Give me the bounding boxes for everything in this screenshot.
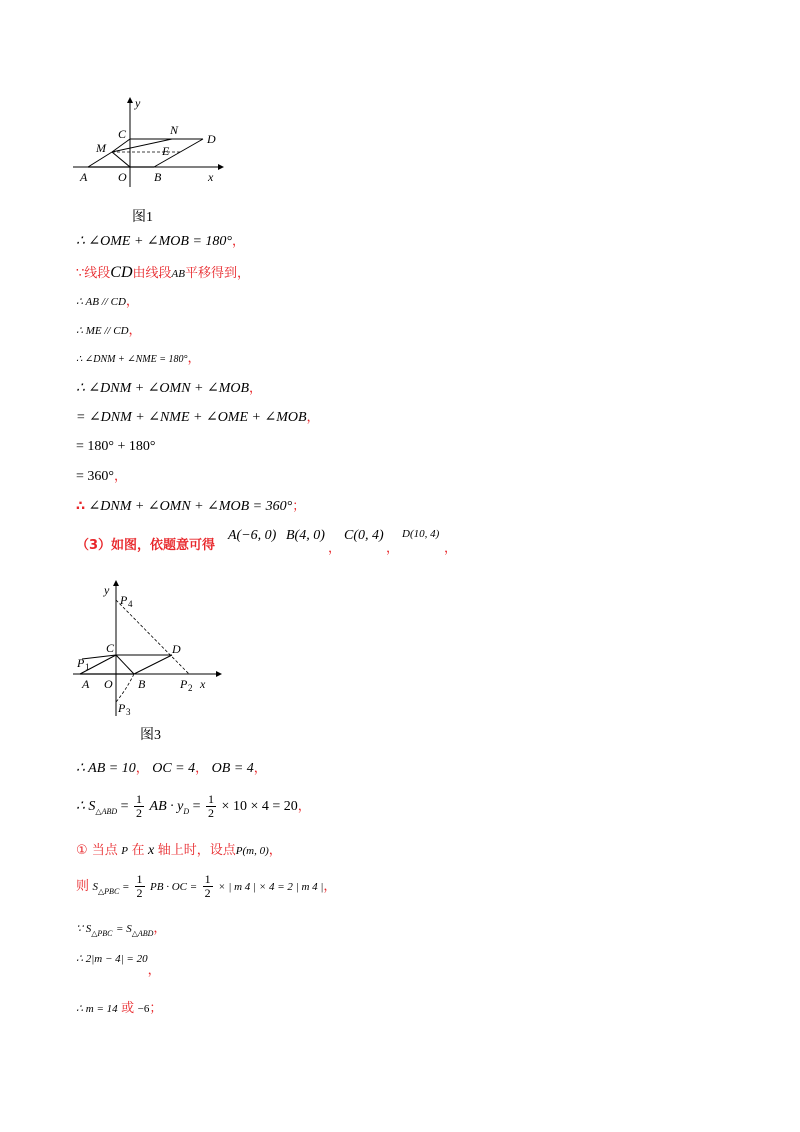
line-15: 则 $S_{\triangle PBC}$ = $\frac{1}{2}$ PB · OC = $\frac{1}{2}$ × | m 4 | × 4 = 2 | m 4 |，	[76, 872, 337, 901]
fig1-label-m: M	[96, 141, 106, 155]
line-4: ∴ ME // CD，	[76, 323, 142, 338]
fig1-label-e: E	[162, 144, 170, 158]
fraction-half-2: $\frac{1}{2}$	[208, 792, 215, 821]
line-14: ① 当点 P 在 x 轴上时，设点P(m, 0)，	[76, 843, 282, 858]
figure-1-caption: 图1	[132, 210, 153, 225]
fig3-label-p2: P	[180, 677, 188, 691]
fig1-label-o: O	[118, 170, 127, 184]
fig1-label-a: A	[80, 170, 88, 184]
fig1-label-b: B	[154, 170, 162, 184]
line-12: ∴ AB = 10， OC = 4， OB = 4，	[76, 761, 267, 776]
fig3-label-p2-sub: 2	[188, 683, 193, 693]
fig3-label-c: C	[106, 641, 115, 655]
fig1-label-d: D	[207, 132, 216, 146]
line-1: ∴ ∠OME + ∠MOB = 180°，	[76, 234, 246, 249]
fig3-label-p1-sub: 1	[85, 662, 90, 672]
line-18: ∴ m = 14 或 −6；	[76, 1001, 163, 1016]
line-7: = ∠DNM + ∠NME + ∠OME + ∠MOB，	[76, 410, 320, 425]
coord-a: A(−6, 0)	[228, 528, 277, 543]
line-3: ∴ AB // CD，	[76, 294, 139, 309]
line-11: （3）如图，依题意可得	[76, 538, 216, 553]
figure-1	[70, 95, 230, 190]
coord-c: C(0, 4)	[344, 528, 384, 543]
line-9: = 360°，	[76, 469, 128, 484]
fig1-label-y: y	[135, 96, 141, 110]
figure-1-diagram	[70, 95, 230, 190]
fig3-label-p3: P	[118, 701, 126, 715]
line-10: ∴ ∠DNM + ∠OMN + ∠MOB = 360°；	[76, 499, 306, 514]
fig3-label-y: y	[104, 583, 110, 597]
line-17: ∴ 2|m − 4| = 20，	[76, 953, 161, 978]
line-2: ∵线段CD由线段AB平移得到，	[76, 264, 250, 281]
fig3-label-d: D	[172, 642, 181, 656]
coord-d: D(10, 4)	[402, 528, 440, 540]
line-16: ∵ $S_{\triangle PBC} = S_{\triangle ABD}$，	[76, 921, 167, 938]
coord-sep-3: ，	[444, 541, 458, 556]
fraction-half-1: $\frac{1}{2}$	[136, 792, 143, 821]
fig3-label-p4: P	[120, 593, 128, 607]
fig3-label-x: x	[200, 677, 206, 691]
fig1-label-n: N	[170, 123, 179, 137]
fig3-label-p4-sub: 4	[128, 599, 133, 609]
fig3-label-p1: P	[77, 656, 85, 670]
fig3-label-p3-sub: 3	[126, 707, 131, 717]
coord-sep-2: ，	[386, 541, 400, 556]
fig1-label-x: x	[208, 170, 214, 184]
fig1-label-c: C	[118, 127, 127, 141]
coord-sep-1: ，	[328, 541, 342, 556]
figure-3-caption: 图3	[140, 728, 161, 743]
line-8: = 180° + 180°	[76, 439, 156, 454]
coord-b: B(4, 0)	[286, 528, 325, 543]
line-13: ∴ $S_{\triangle ABD}$ = $\frac{1}{2}$ AB · $y_D$ = $\frac{1}{2}$ × 10 × 4 = 20，	[76, 792, 311, 821]
figure-3-diagram	[70, 578, 230, 718]
fraction-half-4: $\frac{1}{2}$	[204, 872, 211, 901]
line-5: ∴ ∠DNM + ∠NME = 180°，	[76, 351, 201, 366]
fig3-label-a: A	[82, 677, 90, 691]
fig3-label-o: O	[104, 677, 113, 691]
figure-3	[70, 578, 230, 718]
fraction-half-3: $\frac{1}{2}$	[136, 872, 143, 901]
line-6: ∴ ∠DNM + ∠OMN + ∠MOB，	[76, 381, 263, 396]
fig3-label-b: B	[138, 677, 146, 691]
